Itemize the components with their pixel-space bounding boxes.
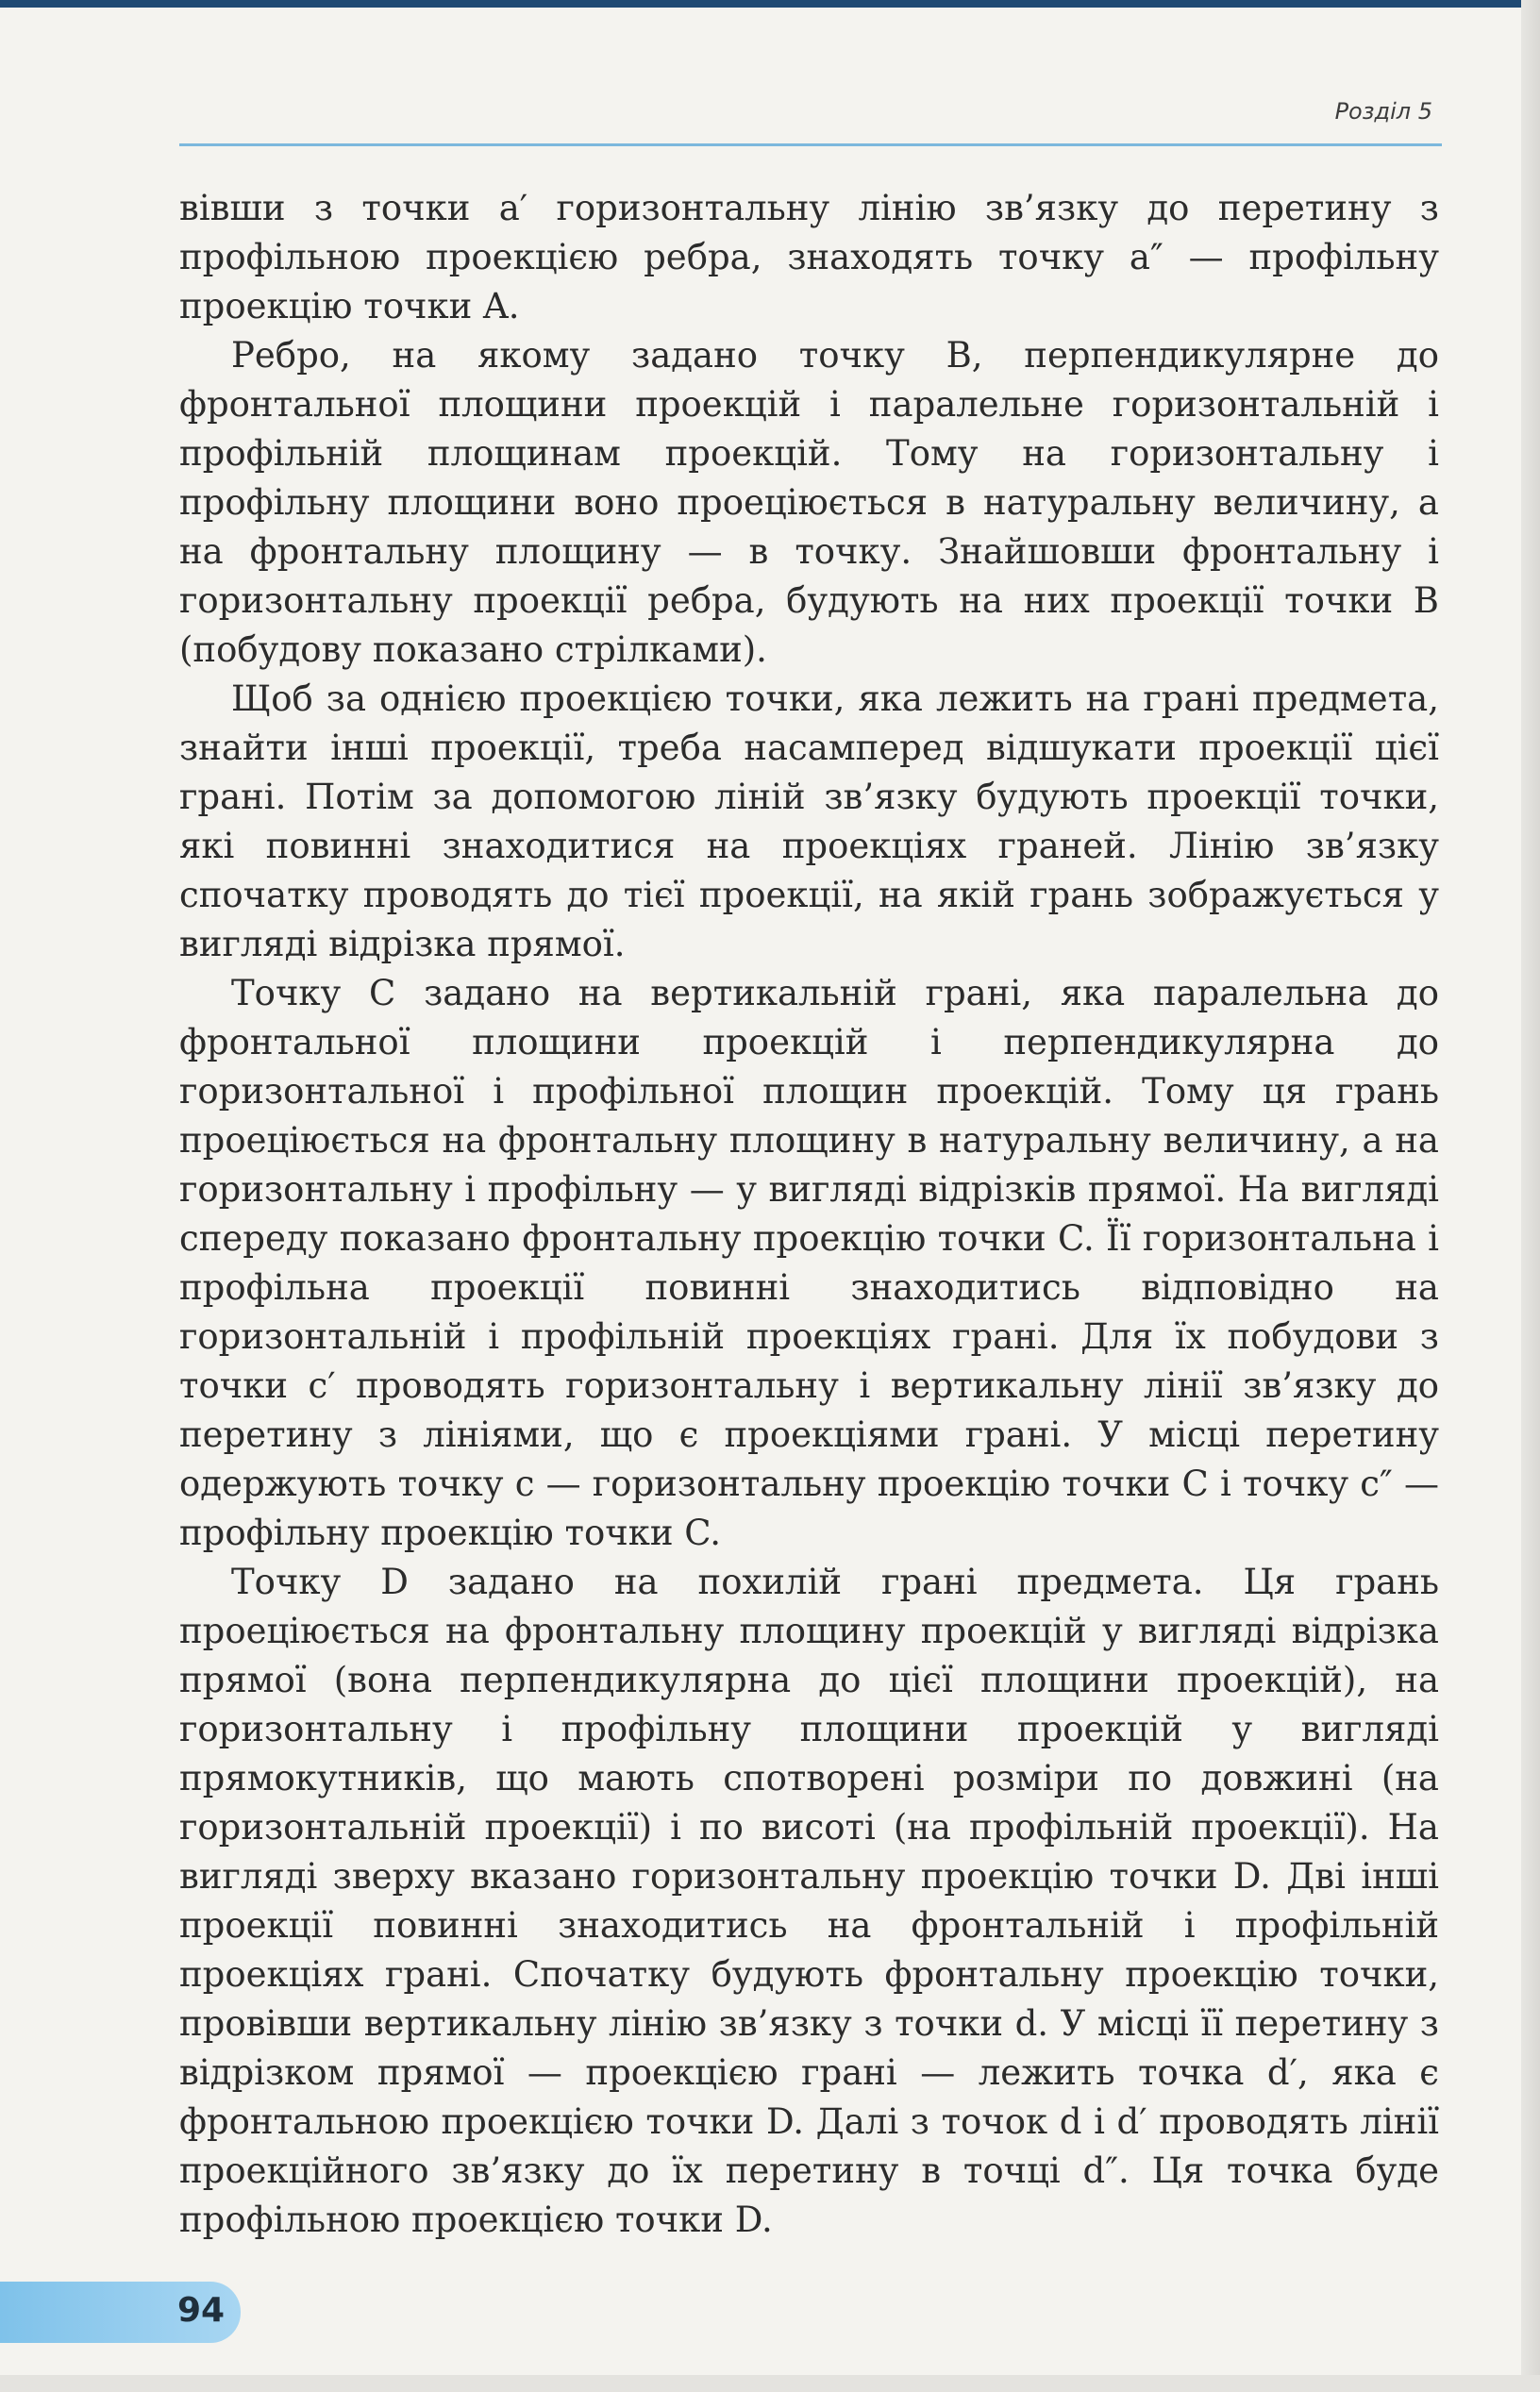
- body-text: [179, 184, 1439, 2245]
- paragraph-continuation: вівши з точки a′ горизонтальну лінію зв’язку до перетину з профільною проекцією ребра, знаходять точку a″ — профільну проекцію точки A.: [179, 188, 1439, 326]
- paragraph-point-c: Точку C задано на вертикальній грані, яка паралельна до фронтальної площини проекцій і перпендикулярна до горизонтальної і профільної площин проекцій. Тому ця грань проеціюється на фронтальну площину в натуральну величину, а на горизонтальну і профільну — у вигляді відрізків прямої. На вигляді спереду показано фронтальну проекцію точки C. Її горизонтальна і профільна проекції повинні знаходитись відповідно на горизонтальній і профільній проекціях грані. Для їх побудови з точки c′ проводять горизонтальну і вертикальну лінії зв’язку до перетину з лініями, що є проекціями грані. У місці перетину одержують точку c — горизонтальну проекцію точки C і точку c″ — профільну проекцію точки C.: [179, 973, 1439, 1553]
- page-number: 94: [177, 2291, 226, 2330]
- paragraph-point-b: Ребро, на якому задано точку B, перпендикулярне до фронтальної площини проекцій і паралельне горизонтальній і профільній площинам проекцій. Тому на горизонтальну і профільну площини воно проеціюється в натуральну величину, а на фронтальну площину — в точку. Знайшовши фронтальну і горизонтальну проекції ребра, будують на них проекції точки B (побудову показано стрілками).: [179, 335, 1439, 670]
- paragraph-point-d: Точку D задано на похилій грані предмета. Ця грань проеціюється на фронтальну площину проекцій у вигляді відрізка прямої (вона перпендикулярна до цієї площини проекцій), на горизонтальну і профільну площини проекцій у вигляді прямокутників, що мають спотворені розміри по довжині (на горизонтальній проекції) і по висоті (на профільній проекції). На вигляді зверху вказано горизонтальну проекцію точки D. Дві інші проекції повинні знаходитись на фронтальній і профільній проекціях грані. Спочатку будують фронтальну проекцію точки, провівши вертикальну лінію зв’язку з точки d. У місці її перетину з відрізком прямої — проекцією грані — лежить точка d′, яка є фронтальною проекцією точки D. Далі з точок d і d′ проводять лінії проекційного зв’язку до їх перетину в точці d″. Ця точка буде профільною проекцією точки D.: [179, 1562, 1439, 2240]
- paragraph-method: Щоб за однією проекцією точки, яка лежить на грані предмета, знайти інші проекції, треба насамперед відшукати проекції цієї грані. Потім за допомогою ліній зв’язку будують проекції точки, які повинні знаходитися на проекціях граней. Лінію зв’язку спочатку проводять до тієї проекції, на якій грань зображується у вигляді відрізка прямої.: [179, 678, 1439, 964]
- page-header: [179, 91, 1442, 146]
- bottom-strip: [0, 2375, 1540, 2392]
- section-label: Розділ 5: [1334, 98, 1432, 125]
- top-border: [0, 0, 1540, 8]
- page-edge: [1521, 0, 1540, 2392]
